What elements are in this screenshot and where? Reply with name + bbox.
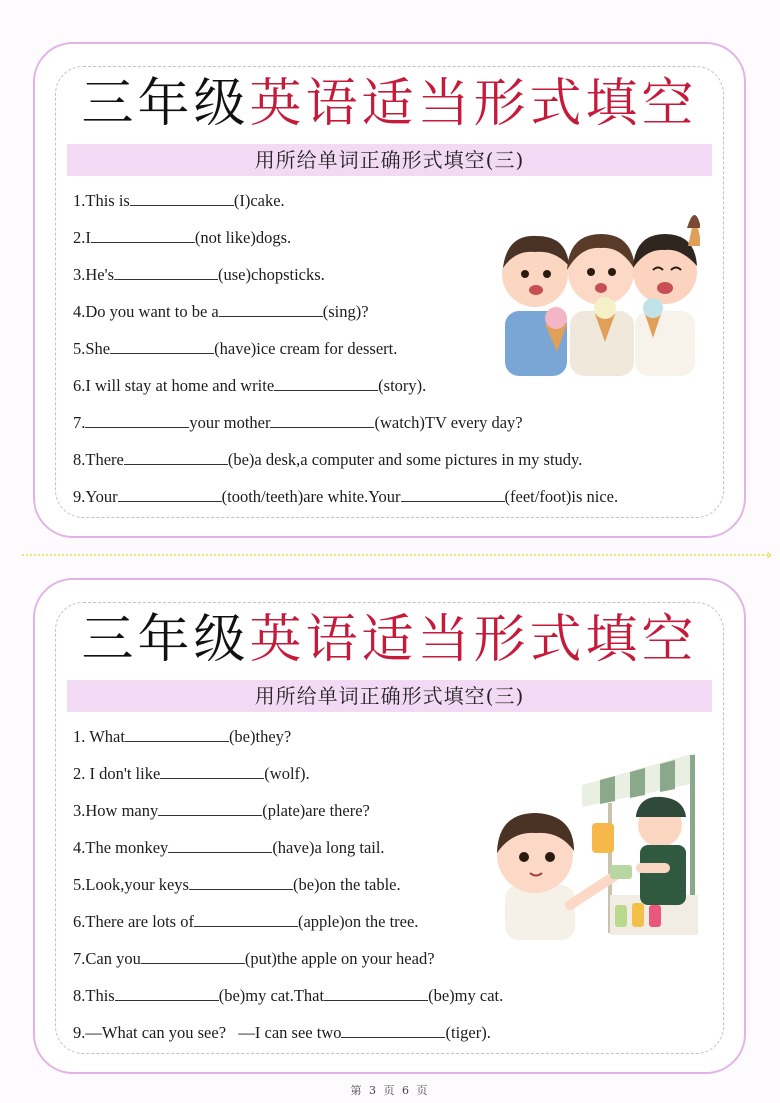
question-item: 8.This (be)my cat.That (be)my cat. bbox=[73, 986, 504, 1005]
answer-blank[interactable] bbox=[189, 875, 293, 890]
question-item: 9.—What can you see? —I can see two (tiger). bbox=[73, 1023, 491, 1042]
page-number: 第 3 页 6 页 bbox=[350, 1084, 430, 1097]
divider-arrow-icon: › bbox=[766, 545, 773, 564]
question-item: 3.He's (use)chopsticks. bbox=[73, 265, 325, 284]
question-item: 8.There (be)a desk,a computer and some pictures in my study. bbox=[73, 450, 583, 469]
question-item: 1. What (be)they? bbox=[73, 727, 292, 746]
subtitle-band: 用所给单词正确形式填空(三) bbox=[67, 680, 712, 712]
title-grade: 三年级 bbox=[81, 74, 250, 134]
question-item: 7. your mother (watch)TV every day? bbox=[73, 413, 523, 432]
kids-ice-cream-illustration bbox=[495, 206, 700, 376]
title-topic: 英语适当形式填空 bbox=[249, 74, 698, 134]
answer-blank[interactable] bbox=[341, 1023, 445, 1038]
question-item: 9.Your (tooth/teeth)are white.Your (feet/foot)is nice. bbox=[73, 487, 619, 506]
answer-blank[interactable] bbox=[118, 487, 222, 502]
answer-blank[interactable] bbox=[158, 801, 262, 816]
answer-blank[interactable] bbox=[160, 764, 264, 779]
question-item: 4.Do you want to be a (sing)? bbox=[73, 302, 369, 321]
answer-blank[interactable] bbox=[324, 986, 428, 1001]
question-item: 2.I (not like)dogs. bbox=[73, 228, 292, 247]
answer-blank[interactable] bbox=[125, 727, 229, 742]
answer-blank[interactable] bbox=[270, 413, 374, 428]
answer-blank[interactable] bbox=[274, 376, 378, 391]
answer-blank[interactable] bbox=[91, 228, 195, 243]
question-item: 5.Look,your keys (be)on the table. bbox=[73, 875, 401, 894]
answer-blank[interactable] bbox=[168, 838, 272, 853]
question-item: 1.This is (I)cake. bbox=[73, 191, 285, 210]
answer-blank[interactable] bbox=[114, 265, 218, 280]
question-item: 7.Can you (put)the apple on your head? bbox=[73, 949, 435, 968]
drink-stall-illustration bbox=[490, 745, 700, 940]
question-item: 4.The monkey (have)a long tail. bbox=[73, 838, 385, 857]
worksheet-card-1 bbox=[33, 42, 746, 538]
title-topic: 英语适当形式填空 bbox=[249, 610, 698, 670]
question-item: 5.She (have)ice cream for dessert. bbox=[73, 339, 398, 358]
question-item: 6.There are lots of (apple)on the tree. bbox=[73, 912, 419, 931]
answer-blank[interactable] bbox=[124, 450, 228, 465]
question-item: 3.How many (plate)are there? bbox=[73, 801, 370, 820]
answer-blank[interactable] bbox=[130, 191, 234, 206]
sheet-divider bbox=[22, 554, 768, 556]
answer-blank[interactable] bbox=[85, 413, 189, 428]
question-item: 6.I will stay at home and write (story). bbox=[73, 376, 427, 395]
worksheet-title bbox=[35, 74, 744, 134]
question-item: 2. I don't like (wolf). bbox=[73, 764, 310, 783]
answer-blank[interactable] bbox=[115, 986, 219, 1001]
worksheet-card-2 bbox=[33, 578, 746, 1074]
answer-blank[interactable] bbox=[141, 949, 245, 964]
worksheet-title bbox=[35, 610, 744, 670]
answer-blank[interactable] bbox=[219, 302, 323, 317]
answer-blank[interactable] bbox=[110, 339, 214, 354]
answer-blank[interactable] bbox=[194, 912, 298, 927]
answer-blank[interactable] bbox=[401, 487, 505, 502]
subtitle-band: 用所给单词正确形式填空(三) bbox=[67, 144, 712, 176]
title-grade: 三年级 bbox=[81, 610, 250, 670]
